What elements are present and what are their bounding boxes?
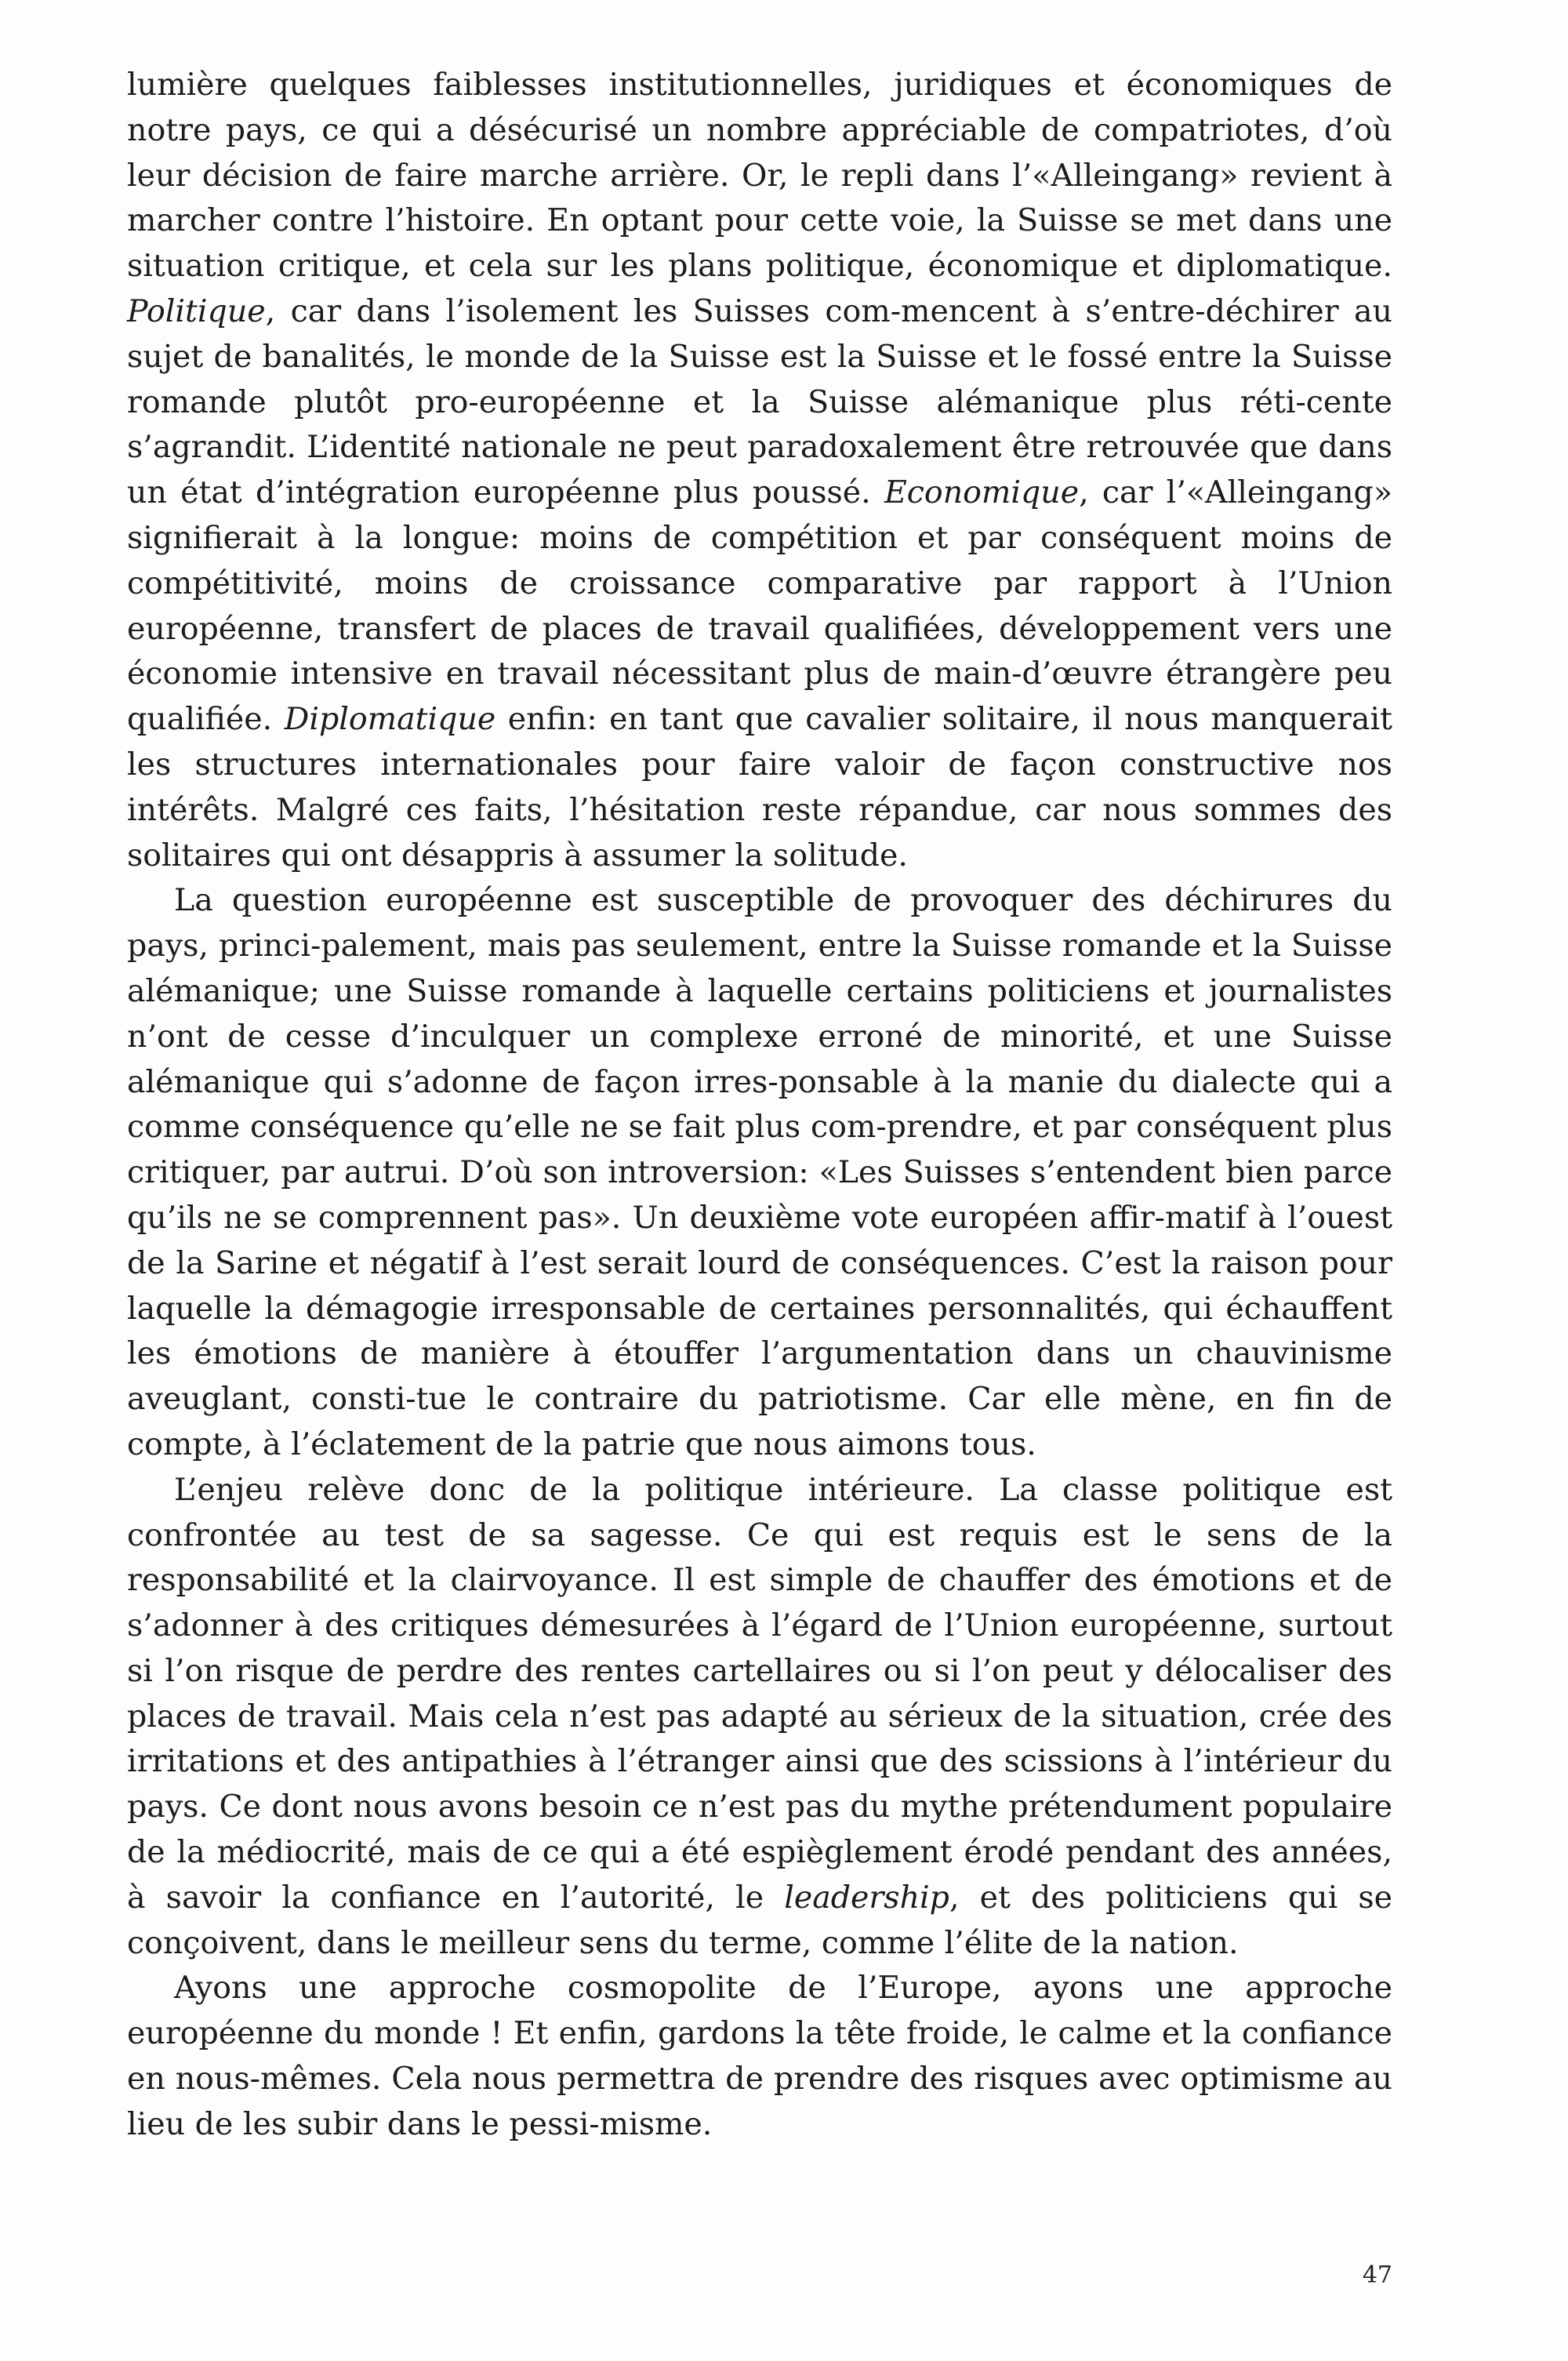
text-run: lumière quelques faiblesses institutionnelles, juridiques et économiques de notre pays, ce qui a désécurisé un nombre appréciable de compatriotes, d’où leur décision de faire marche arrière. Or, le repli dans l’«Alleingang» revient à marcher contre l’histoire. En optant pour cette voie, la Suisse se met dans une situation critique, et cela sur les plans politique, économique et diplomatique.	[127, 67, 1392, 285]
text-run: , et des politiciens qui se conçoivent, dans le meilleur sens du terme, comme l’élite de la nation.	[127, 1879, 1392, 1961]
text-run: , car dans l’isolement les Suisses com-mencent à s’entre-déchirer au sujet de banalités, le monde de la Suisse est la Suisse et le fossé entre la Suisse romande plutôt pro-européenne et la Suisse alémanique plus réti-cente s’agrandit. L’identité nationale ne peut paradoxalement être retrouvée que dans un état d’intégration européenne plus poussé.	[127, 292, 1392, 511]
text-run: Ayons une approche cosmopolite de l’Europe, ayons une approche européenne du monde ! Et enfin, gardons la tête froide, le calme et la confiance en nous-mêmes. Cela nous permettra de prendre des risques avec optimisme au lieu de les subir dans le pessi-misme.	[127, 1970, 1392, 2142]
paragraph	[127, 63, 1392, 878]
italic-term: Diplomatique	[284, 701, 496, 738]
paragraph	[127, 1468, 1392, 1967]
text-run: L’enjeu relève donc de la politique intérieure. La classe politique est confrontée au test de sa sagesse. Ce qui est requis est le sens de la responsabilité et la clairvoyance. Il est simple de chauffer des émotions et de s’adonner à des critiques démesurées à l’égard de l’Union européenne, surtout si l’on risque de perdre des rentes cartellaires ou si l’on peut y délocaliser des places de travail. Mais cela n’est pas adapté au sérieux de la situation, crée des irritations et des antipathies à l’étranger ainsi que des scissions à l’intérieur du pays. Ce dont nous avons besoin ce n’est pas du mythe prétendument populaire de la médiocrité, mais de ce qui a été espièglement érodé pendant des années, à savoir la confiance en l’autorité, le	[127, 1471, 1392, 1916]
italic-term: Politique	[127, 292, 266, 329]
body-text	[127, 63, 1392, 2148]
italic-term: leadership	[784, 1879, 949, 1916]
paragraph	[127, 1966, 1392, 2147]
page-number: 47	[1362, 2261, 1392, 2289]
italic-term: Economique	[884, 474, 1080, 511]
text-run: , car l’«Alleingang» signifierait à la longue: moins de compétition et par conséquent moins de compétitivité, moins de croissance comparative par rapport à l’Union européenne, transfert de places de travail qualifiées, développement vers une économie intensive en travail nécessitant plus de main-d’œuvre étrangère peu qualifiée.	[127, 474, 1393, 738]
text-run: enfin: en tant que cavalier solitaire, il nous manquerait les structures internationales pour faire valoir de façon constructive nos intérêts. Malgré ces faits, l’hésitation reste répandue, car nous sommes des solitaires qui ont désappris à assumer la solitude.	[127, 701, 1392, 874]
text-run: La question européenne est susceptible de provoquer des déchirures du pays, princi-palement, mais pas seulement, entre la Suisse romande et la Suisse alémanique; une Suisse romande à laquelle certains politiciens et journalistes n’ont de cesse d’inculquer un complexe erroné de minorité, et une Suisse alémanique qui s’adonne de façon irres-ponsable à la manie du dialecte qui a comme conséquence qu’elle ne se fait plus com-prendre, et par conséquent plus critiquer, par autrui. D’où son introversion: «Les Suisses s’entendent bien parce qu’ils ne se comprennent pas». Un deuxième vote européen affir-matif à l’ouest de la Sarine et négatif à l’est serait lourd de conséquences. C’est la raison pour laquelle la démagogie irresponsable de certaines personnalités, qui échauffent les émotions de manière à étouffer l’argumentation dans un chauvinisme aveuglant, consti-tue le contraire du patriotisme. Car elle mène, en fin de compte, à l’éclatement de la patrie que nous aimons tous.	[127, 882, 1392, 1462]
paragraph	[127, 878, 1392, 1467]
